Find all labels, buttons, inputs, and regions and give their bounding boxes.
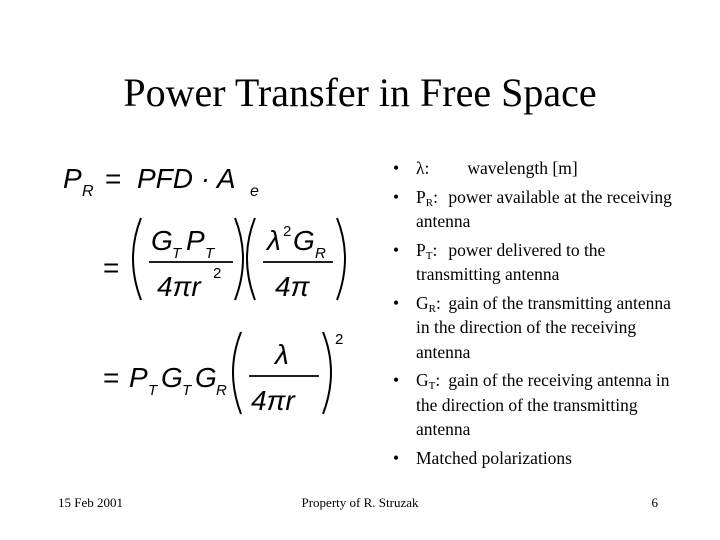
eq3-g1-sub: T xyxy=(182,382,192,399)
eq3-paren-close xyxy=(323,332,331,414)
eq2-f1-num-b-sub: T xyxy=(205,245,215,262)
eq1-rhs-sub: e xyxy=(250,183,259,200)
eq3-equals: = xyxy=(103,362,120,393)
bullet-gt xyxy=(386,368,686,442)
bullet-symbol: λ: xyxy=(416,158,430,178)
eq3-num: λ xyxy=(275,339,289,370)
definitions-list xyxy=(386,156,686,474)
bullet-text: wavelength [m] xyxy=(467,158,578,178)
equation-block xyxy=(55,150,385,450)
eq2-f2-num-a: λ xyxy=(267,225,281,256)
bullet-text: gain of the transmitting antenna in the direction of the receiving antenna xyxy=(416,292,671,362)
eq2-f2-num-b-sub: R xyxy=(315,245,326,262)
footer-date: 15 Feb 2001 xyxy=(58,495,123,510)
bullet-text: power delivered to the transmitting antenna xyxy=(416,239,606,284)
eq3-den: 4πr xyxy=(251,385,295,416)
eq3-p: P xyxy=(129,362,148,393)
eq3-p-sub: T xyxy=(148,382,158,399)
eq3-g2-sub: R xyxy=(216,382,227,399)
eq2-f2-num-a-sup: 2 xyxy=(283,223,292,240)
footer-author: Property of R. Struzak xyxy=(301,495,419,510)
bullet-symbol: $P_R$: xyxy=(416,186,438,209)
eq1-lhs: P xyxy=(63,163,82,194)
eq2-f1-num-a: G xyxy=(151,225,173,256)
eq3-exp: 2 xyxy=(335,331,344,348)
eq2-equals: = xyxy=(103,252,120,283)
bullet-text: Matched polarizations xyxy=(416,447,572,468)
eq2-f1-den-sup: 2 xyxy=(213,265,222,282)
bullet-symbol: $G_R$: xyxy=(416,292,441,315)
eq3-paren-open xyxy=(233,332,241,414)
bullet-lambda xyxy=(386,156,686,181)
eq3-g2: G xyxy=(195,362,217,393)
eq2-paren-close-2 xyxy=(337,218,345,300)
eq2-paren-close-1 xyxy=(235,218,243,300)
eq2-f1-num-b: P xyxy=(186,225,205,256)
eq1-equals: = xyxy=(105,163,122,194)
page-number: 6 xyxy=(651,495,658,510)
bullet-text: gain of the receiving antenna in the direction of the transmitting antenna xyxy=(416,370,670,439)
bullet-pr xyxy=(386,185,686,234)
eq1-rhs: PFD · A xyxy=(137,163,236,194)
bullet-symbol: $G_T$: xyxy=(416,370,441,392)
bullet-gr xyxy=(386,291,686,365)
eq2-f2-num-b: G xyxy=(293,225,315,256)
bullet-polarization xyxy=(386,446,686,471)
friis-equation xyxy=(55,150,385,450)
eq2-paren-open-1 xyxy=(133,218,141,300)
eq3-g1: G xyxy=(161,362,183,393)
eq2-f1-num-a-sub: T xyxy=(172,245,182,262)
eq1-lhs-sub: R xyxy=(82,183,94,200)
eq2-f2-den: 4π xyxy=(275,271,310,302)
bullet-symbol: $P_T$: xyxy=(416,239,438,262)
bullet-pt xyxy=(386,238,686,287)
slide-title: Power Transfer in Free Space xyxy=(123,70,597,115)
eq2-f1-den: 4πr xyxy=(157,271,201,302)
bullet-text: power available at the receiving antenna xyxy=(416,186,672,231)
eq2-paren-open-2 xyxy=(247,218,255,300)
